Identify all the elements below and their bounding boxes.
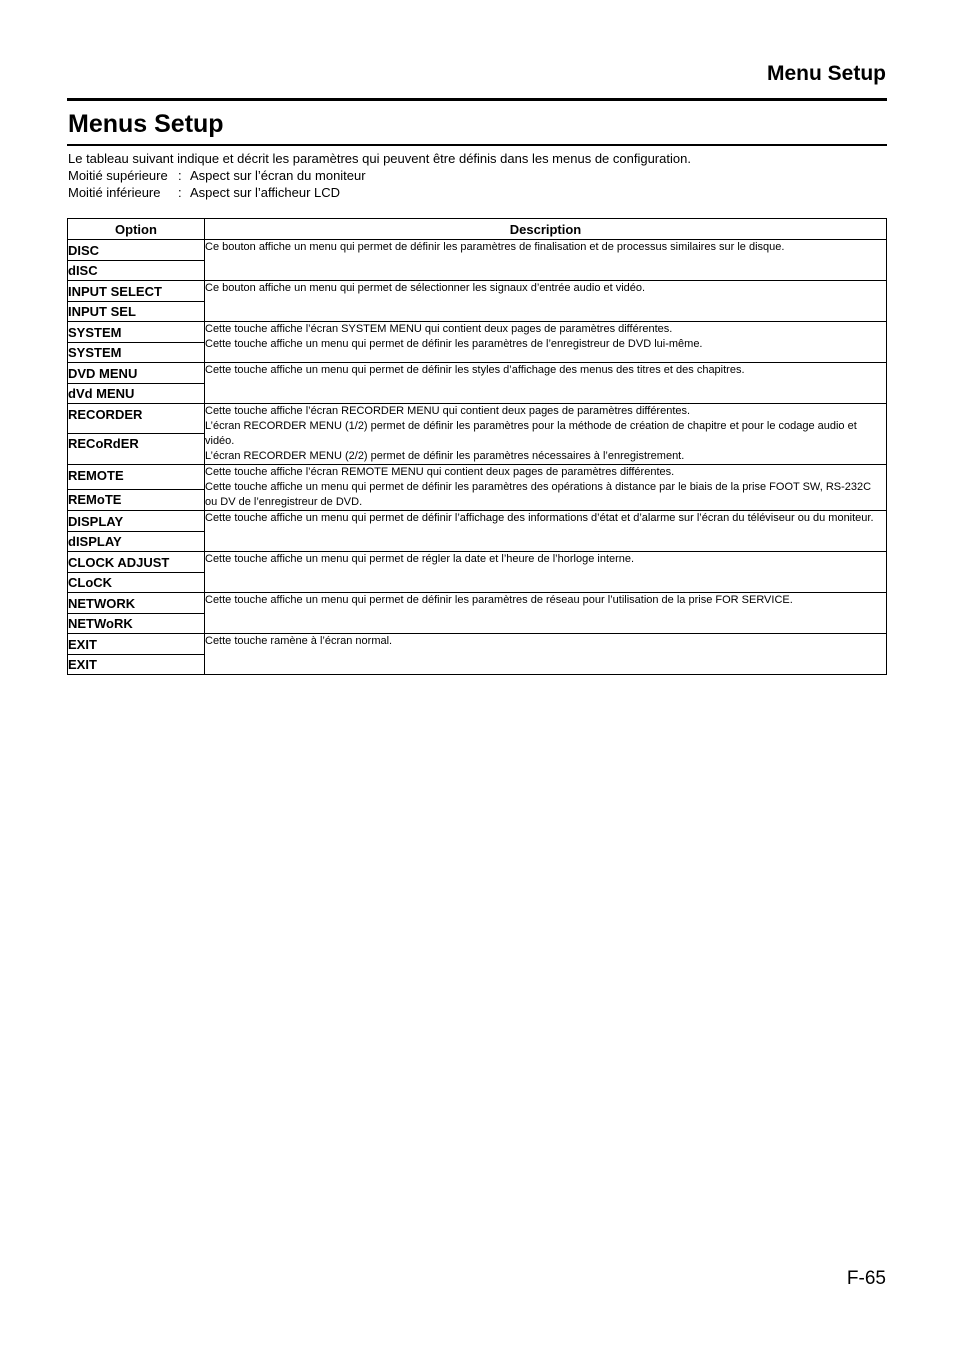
title-rule <box>67 144 887 146</box>
legend-value: Aspect sur l’écran du moniteur <box>190 168 366 183</box>
option-upper: REMOTE <box>68 465 205 490</box>
option-upper: NETWORK <box>68 593 205 614</box>
option-lower: dISC <box>68 261 205 281</box>
description-line: Cette touche affiche un menu qui permet de définir les styles d’affichage des menus des titres et des chapitres. <box>205 364 745 376</box>
table-header-row <box>68 219 887 240</box>
table-row <box>68 634 887 655</box>
page-title: Menus Setup <box>68 110 224 138</box>
option-lower: INPUT SEL <box>68 302 205 322</box>
table-row <box>68 552 887 573</box>
option-lower: dISPLAY <box>68 532 205 552</box>
table-row <box>68 322 887 343</box>
option-description <box>205 465 887 511</box>
option-upper: INPUT SELECT <box>68 281 205 302</box>
section-header: Menu Setup <box>767 62 886 85</box>
table-row <box>68 240 887 261</box>
option-description <box>205 404 887 465</box>
description-line: Cette touche ramène à l’écran normal. <box>205 635 393 647</box>
table-row <box>68 593 887 614</box>
description-line: Cette touche affiche l’écran REMOTE MENU qui contient deux pages de paramètres différentes. <box>205 466 675 478</box>
legend-label: Moitié supérieure <box>68 168 168 183</box>
option-lower: dVd MENU <box>68 384 205 404</box>
legend-lower <box>68 184 691 201</box>
option-upper: RECORDER <box>68 404 205 434</box>
option-description <box>205 552 887 593</box>
description-line: Ce bouton affiche un menu qui permet de sélectionner les signaux d’entrée audio et vidéo. <box>205 282 646 294</box>
description-line: Cette touche affiche un menu qui permet de définir les paramètres des opérations à distance par le biais de la prise FOOT SW, RS-232C ou DV de l’enregistreur de DVD. <box>205 481 872 508</box>
option-description <box>205 322 887 363</box>
column-header-description: Description <box>205 219 887 240</box>
legend-sep: : <box>178 168 182 183</box>
option-lower: EXIT <box>68 655 205 675</box>
legend-label: Moitié inférieure <box>68 185 161 200</box>
option-lower: CLoCK <box>68 573 205 593</box>
description-line: L’écran RECORDER MENU (2/2) permet de définir les paramètres nécessaires à l’enregistrement. <box>205 450 685 462</box>
option-upper: CLOCK ADJUST <box>68 552 205 573</box>
description-line: Ce bouton affiche un menu qui permet de définir les paramètres de finalisation et de processus similaires sur le disque. <box>205 241 785 253</box>
option-description <box>205 281 887 322</box>
option-description <box>205 511 887 552</box>
option-upper: DISPLAY <box>68 511 205 532</box>
column-header-option: Option <box>68 219 205 240</box>
option-description <box>205 363 887 404</box>
options-body <box>68 240 887 675</box>
legend-value: Aspect sur l’afficheur LCD <box>190 185 341 200</box>
option-upper: EXIT <box>68 634 205 655</box>
option-description <box>205 593 887 634</box>
table-row <box>68 363 887 384</box>
intro <box>68 150 691 201</box>
description-line: Cette touche affiche un menu qui permet de régler la date et l’heure de l’horloge interne. <box>205 553 635 565</box>
intro-text: Le tableau suivant indique et décrit les paramètres qui peuvent être définis dans les menus de configuration. <box>68 151 691 166</box>
option-lower: RECoRdER <box>68 434 205 465</box>
option-description <box>205 240 887 281</box>
option-lower: SYSTEM <box>68 343 205 363</box>
description-line: Cette touche affiche un menu qui permet de définir les paramètres de l’enregistreur de DVD lui-même. <box>205 338 703 350</box>
options-table <box>67 218 887 675</box>
description-line: Cette touche affiche l’écran SYSTEM MENU qui contient deux pages de paramètres différentes. <box>205 323 673 335</box>
description-line: Cette touche affiche un menu qui permet de définir l’affichage des informations d’état et d’alarme sur l’écran du téléviseur ou du moniteur. <box>205 512 874 524</box>
option-lower: REMoTE <box>68 490 205 511</box>
table-row <box>68 404 887 434</box>
legend-sep: : <box>178 185 182 200</box>
page-number: F-65 <box>846 1268 886 1289</box>
table-row <box>68 281 887 302</box>
option-upper: DVD MENU <box>68 363 205 384</box>
table-row <box>68 511 887 532</box>
description-line: Cette touche affiche un menu qui permet de définir les paramètres de réseau pour l’utilisation de la prise FOR SERVICE. <box>205 594 793 606</box>
legend-upper <box>68 167 691 184</box>
option-upper: SYSTEM <box>68 322 205 343</box>
option-description <box>205 634 887 675</box>
description-line: L’écran RECORDER MENU (1/2) permet de définir les paramètres pour la méthode de création de chapitre et pour le codage audio et vidéo. <box>205 420 857 447</box>
option-upper: DISC <box>68 240 205 261</box>
header-rule <box>67 98 887 101</box>
table-row <box>68 465 887 490</box>
description-line: Cette touche affiche l’écran RECORDER MENU qui contient deux pages de paramètres différentes. <box>205 405 691 417</box>
option-lower: NETWoRK <box>68 614 205 634</box>
